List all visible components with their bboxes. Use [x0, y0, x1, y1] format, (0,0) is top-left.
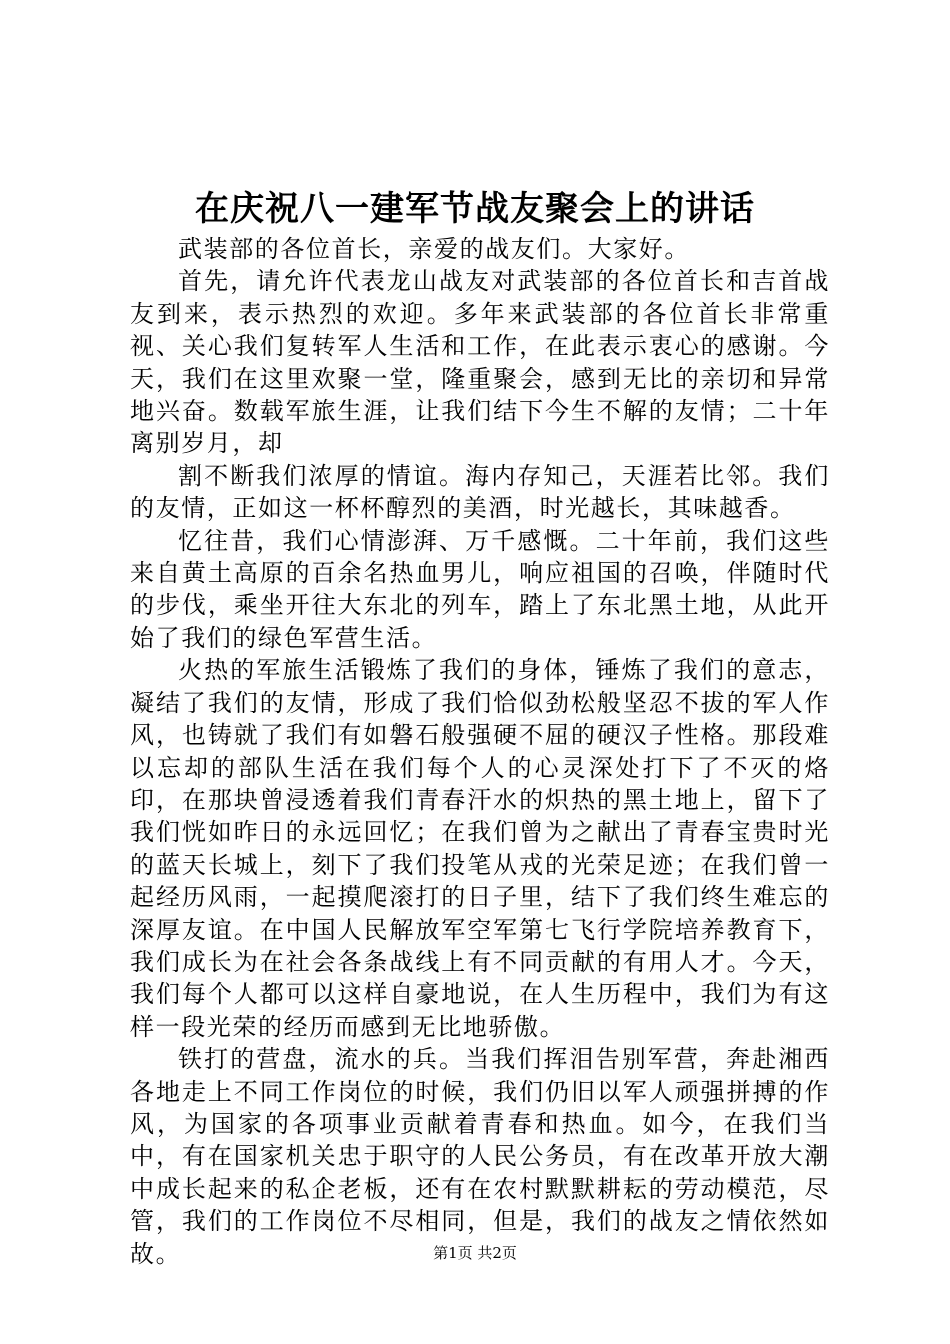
document-body: [130, 233, 830, 1270]
paragraph-6: 铁打的营盘，流水的兵。当我们挥泪告别军营，奔赴湘西各地走上不同工作岗位的时候，我们仍旧以军人顽强拼搏的作风，为国家的各项事业贡献着青春和热血。如今，在我们当中，有在国家机关忠于职守的人民公务员，有在改革开放大潮中成长起来的私企老板，还有在农村默默耕耘的劳动模范，尽管，我们的工作岗位不尽相同，但是，我们的战友之情依然如故。: [130, 1045, 830, 1268]
page-footer: [0, 1243, 950, 1263]
paragraph-3: 割不断我们浓厚的情谊。海内存知己，天涯若比邻。我们的友情，正如这一杯杯醇烈的美酒，时光越长，其味越香。: [130, 461, 830, 523]
document-title: 在庆祝八一建军节战友聚会上的讲话: [195, 189, 755, 229]
paragraph-2: 首先，请允许代表龙山战友对武装部的各位首长和吉首战友到来，表示热烈的欢迎。多年来武装部的各位首长非常重视、关心我们复转军人生活和工作，在此表示衷心的感谢。今天，我们在这里欢聚一堂，隆重聚会，感到无比的亲切和异常地兴奋。数载军旅生涯，让我们结下今生不解的友情；二十年离别岁月，却: [130, 267, 830, 458]
page-indicator: 第1页 共2页: [433, 1244, 517, 1262]
paragraph-1: 武装部的各位首长，亲爱的战友们。大家好。: [178, 235, 690, 263]
paragraph-5: 火热的军旅生活锻炼了我们的身体，锤炼了我们的意志，凝结了我们的友情，形成了我们恰似劲松般坚忍不拔的军人作风，也铸就了我们有如磐石般强硬不屈的硬汉子性格。那段难以忘却的部队生活在我们每个人的心灵深处打下了不灭的烙印，在那块曾浸透着我们青春汗水的炽热的黑土地上，留下了我们恍如昨日的永远回忆；在我们曾为之献出了青春宝贵时光的蓝天长城上，刻下了我们投笔从戎的光荣足迹；在我们曾一起经历风雨，一起摸爬滚打的日子里，结下了我们终生难忘的深厚友谊。在中国人民解放军空军第七飞行学院培养教育下，我们成长为在社会各条战线上有不同贡献的有用人才。今天，我们每个人都可以这样自豪地说，在人生历程中，我们为有这样一段光荣的经历而感到无比地骄傲。: [130, 656, 830, 1041]
paragraph-4: 忆往昔，我们心情澎湃、万千感慨。二十年前，我们这些来自黄土高原的百余名热血男儿，响应祖国的召唤，伴随时代的步伐，乘坐开往大东北的列车，踏上了东北黑土地，从此开始了我们的绿色军营生活。: [130, 526, 830, 652]
